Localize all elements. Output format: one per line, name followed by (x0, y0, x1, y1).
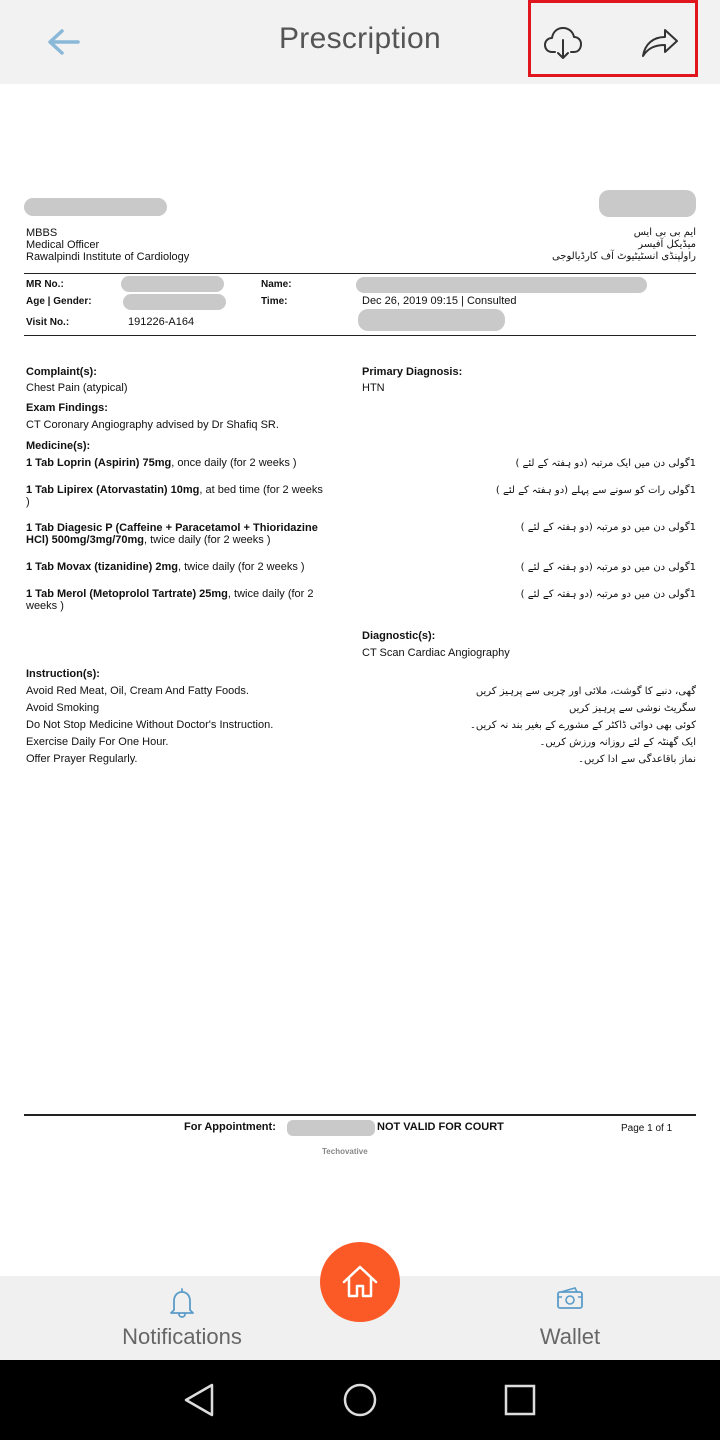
doctor-position-urdu: میڈیکل آفیسر (638, 239, 696, 250)
medicine-item-cont: HCl) 500mg/3mg/70mg, twice daily (for 2 weeks ) (26, 534, 271, 546)
not-valid-notice: NOT VALID FOR COURT (377, 1121, 504, 1133)
instruction-item-urdu: ایک گھنٹہ کے لئے روزانہ ورزش کریں۔ (539, 737, 696, 748)
system-back-button[interactable] (180, 1380, 220, 1420)
medicine-item: 1 Tab Loprin (Aspirin) 75mg, once daily (for 2 weeks ) (26, 457, 297, 469)
home-icon (340, 1262, 380, 1302)
back-triangle-icon (180, 1380, 220, 1420)
redacted-doctor-name (24, 198, 167, 216)
system-recents-button[interactable] (500, 1380, 540, 1420)
medicine-item-cont: ) (26, 496, 30, 508)
home-button[interactable] (320, 1242, 400, 1322)
visit-time: Dec 26, 2019 09:15 | Consulted (362, 295, 517, 307)
medicine-item-urdu: 1گولی دن میں دو مرتبہ (دو ہفتہ کے لئے ) (520, 589, 696, 600)
instruction-item: Do Not Stop Medicine Without Doctor's Instruction. (26, 719, 274, 731)
instruction-item: Avoid Smoking (26, 702, 100, 714)
redacted-patient-id (358, 309, 505, 331)
brand-name: Techovative (322, 1147, 368, 1156)
instructions-label: Instruction(s): (26, 668, 100, 680)
medicine-item: 1 Tab Movax (tizanidine) 2mg, twice daily (for 2 weeks ) (26, 561, 305, 573)
doctor-qualification: MBBS (26, 227, 58, 239)
recents-square-icon (500, 1380, 540, 1420)
download-button[interactable] (541, 20, 585, 64)
instruction-item-urdu: گھی، دنبے کا گوشت، ملائی اور چربی سے پرہیز کریں (475, 686, 696, 697)
medicine-item-urdu: 1گولی دن میں دو مرتبہ (دو ہفتہ کے لئے ) (520, 522, 696, 533)
doctor-institute: Rawalpindi Institute of Cardiology (26, 251, 190, 263)
medicine-item: 1 Tab Diagesic P (Caffeine + Paracetamol + Thioridazine (26, 522, 318, 534)
system-home-button[interactable] (340, 1380, 380, 1420)
redacted-doctor-name-urdu (599, 190, 696, 217)
cloud-download-icon (541, 20, 585, 64)
medicine-item-cont: weeks ) (26, 600, 64, 612)
redacted-appointment-number (287, 1120, 375, 1136)
medicine-item-urdu: 1گولی دن میں دو مرتبہ (دو ہفتہ کے لئے ) (520, 562, 696, 573)
exam-value: CT Coronary Angiography advised by Dr Shafiq SR. (26, 419, 279, 431)
medicine-item-urdu: 1گولی دن میں ایک مرتبہ (دو ہفتہ کے لئے ) (515, 458, 696, 469)
share-icon (638, 20, 682, 64)
name-label: Name: (261, 279, 292, 290)
top-app-bar (0, 0, 720, 84)
visit-number: 191226-A164 (128, 316, 195, 328)
divider (24, 335, 696, 336)
instruction-item: Offer Prayer Regularly. (26, 753, 138, 765)
home-circle-icon (340, 1380, 380, 1420)
redacted-mr-number (121, 276, 224, 292)
nav-notifications-label: Notifications (122, 1324, 242, 1349)
complaints-value: Chest Pain (atypical) (26, 382, 128, 394)
medicine-label: Medicine(s): (26, 440, 91, 452)
appointment-label: For Appointment: (184, 1121, 276, 1133)
time-label: Time: (261, 296, 288, 307)
instruction-item-urdu: سگریٹ نوشی سے پرہیز کریں (568, 703, 696, 714)
medicine-item-urdu: 1گولی رات کو سونے سے پہلے (دو ہفتہ کے لئے ) (495, 485, 696, 496)
medicine-item: 1 Tab Lipirex (Atorvastatin) 10mg, at bed time (for 2 weeks (26, 484, 323, 496)
medicine-item: 1 Tab Merol (Metoprolol Tartrate) 25mg, twice daily (for 2 (26, 588, 314, 600)
complaints-label: Complaint(s): (26, 366, 97, 378)
instruction-item: Exercise Daily For One Hour. (26, 736, 169, 748)
redacted-age-gender (123, 294, 226, 310)
diagnostics-label: Diagnostic(s): (362, 630, 436, 642)
prescription-document (0, 84, 720, 1276)
footer-divider (24, 1114, 696, 1116)
bell-icon (168, 1286, 196, 1318)
share-button[interactable] (638, 20, 682, 64)
system-navigation-bar (0, 1360, 720, 1440)
diagnosis-value: HTN (362, 382, 385, 394)
nav-wallet-label: Wallet (539, 1324, 601, 1349)
instruction-item: Avoid Red Meat, Oil, Cream And Fatty Foods. (26, 685, 249, 697)
age-gender-label: Age | Gender: (26, 296, 92, 307)
redacted-patient-name (356, 277, 647, 293)
instruction-item-urdu: نماز باقاعدگی سے ادا کریں۔ (578, 754, 696, 765)
exam-label: Exam Findings: (26, 402, 108, 414)
doctor-position: Medical Officer (26, 239, 100, 251)
visit-label: Visit No.: (26, 317, 70, 328)
nav-wallet[interactable] (500, 1276, 640, 1360)
divider (24, 273, 696, 274)
instruction-item-urdu: کوئی بھی دوائی ڈاکٹر کے مشورے کے بغیر بند نہ کریں۔ (469, 720, 696, 731)
doctor-qualification-urdu: ایم بی بی ایس (633, 227, 696, 238)
diagnosis-label: Primary Diagnosis: (362, 366, 463, 378)
page-number: Page 1 of 1 (621, 1123, 673, 1134)
nav-notifications[interactable] (100, 1276, 264, 1360)
diagnostics-value: CT Scan Cardiac Angiography (362, 647, 510, 659)
page-title: Prescription (279, 22, 441, 55)
wallet-icon (555, 1286, 585, 1312)
doctor-institute-urdu: راولپنڈی انسٹیٹیوٹ آف کارڈیالوجی (551, 251, 696, 262)
mr-label: MR No.: (26, 279, 64, 290)
